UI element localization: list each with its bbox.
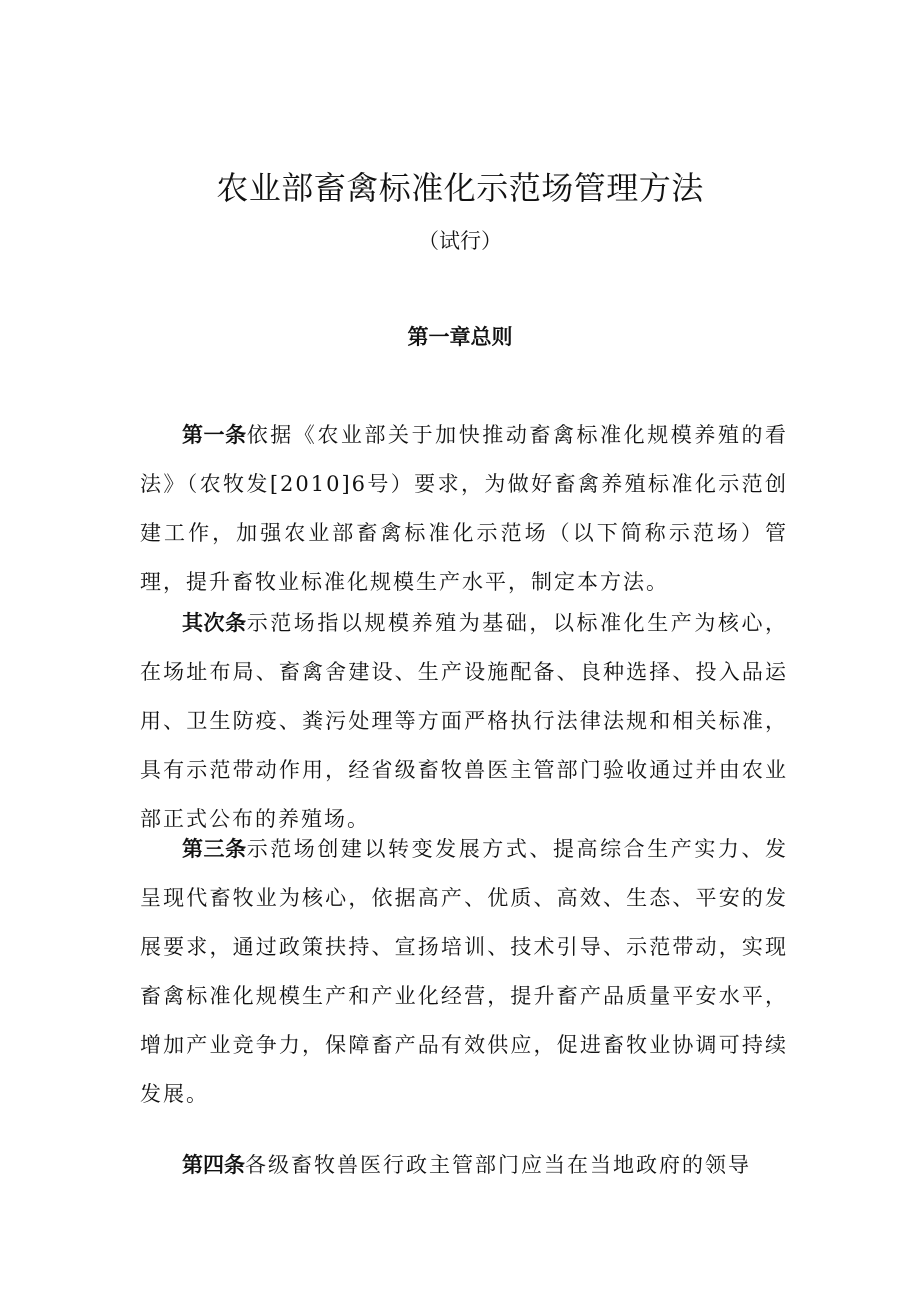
document-title: 农业部畜禽标准化示范场管理方法 [216,169,704,207]
article-1 [140,410,788,607]
article-label: 第三条 [182,836,247,861]
article-text: 依据《农业部关于加快推动畜禽标准化规模养殖的看法》（农牧发[2010]6号）要求，为做好畜禽养殖标准化示范创建工作，加强农业部畜禽标准化示范场（以下简称示范场）管理，提升畜牧业标准化规模生产水平，制定本方法。 [140,423,789,594]
article-text: 示范场创建以转变发展方式、提高综合生产实力、发呈现代畜牧业为核心，依据高产、优质、高效、生态、平安的发展要求，通过政策扶持、宣扬培训、技术引导、示范带动，实现畜禽标准化规模生产和产业化经营，提升畜产品质量平安水平，增加产业竞争力，保障畜产品有效供应，促进畜牧业协调可持续发展。 [140,837,789,1106]
article-3 [140,824,788,1119]
article-2 [140,598,788,844]
article-label: 第四条 [182,1152,245,1177]
article-text: 各级畜牧兽医行政主管部门应当在当地政府的领导 [245,1153,751,1177]
article-text: 示范场指以规模养殖为基础，以标准化生产为核心，在场址布局、畜禽舍建设、生产设施配备、良种选择、投入品运用、卫生防疫、粪污处理等方面严格执行法律法规和相关标准，具有示范带动作用，经省级畜牧兽医主管部门验收通过并由农业部正式公布的养殖场。 [140,611,789,831]
document-subtitle: （试行） [418,229,502,253]
article-label: 第一条 [182,422,247,447]
chapter-heading: 第一章总则 [407,324,513,349]
article-4 [140,1140,788,1190]
article-label: 其次条 [182,610,247,635]
